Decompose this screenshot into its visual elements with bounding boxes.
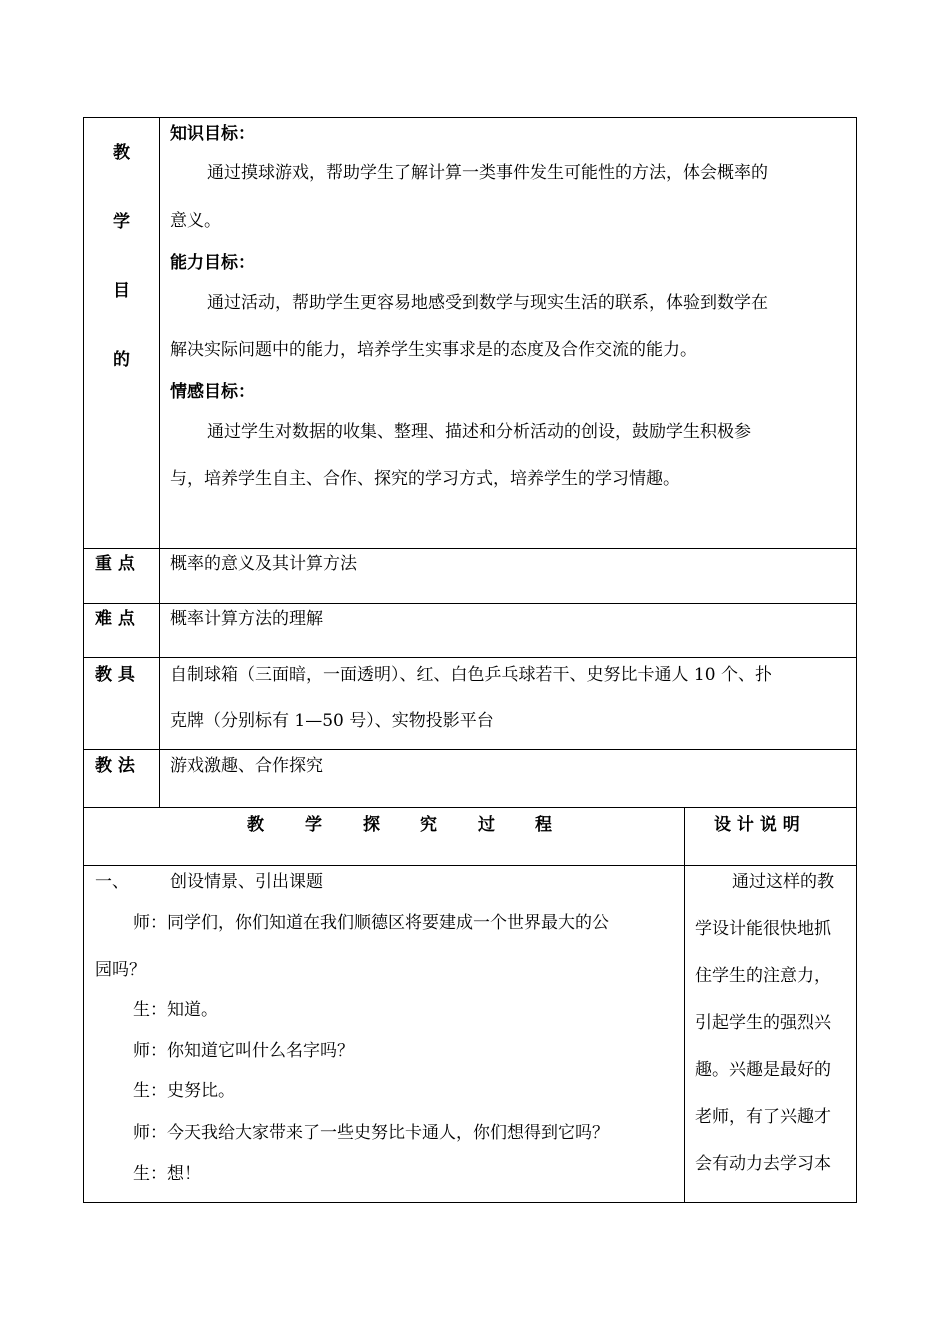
- dialogue-line: 园吗？: [95, 960, 146, 980]
- method-text: 游戏激趣、合作探究: [170, 756, 323, 776]
- design-note-line: 趣。兴趣是最好的: [695, 1060, 831, 1080]
- difficulty-text: 概率计算方法的理解: [170, 609, 323, 629]
- objectives-label-char: 目: [113, 281, 130, 301]
- ability-objective-text: 通过活动，帮助学生更容易地感受到数学与现实生活的联系，体验到数学在: [207, 293, 768, 313]
- table-border-bottom: [83, 1202, 857, 1203]
- objectives-label-char: 学: [113, 212, 130, 232]
- emotion-objective-title: 情感目标：: [170, 382, 255, 402]
- ability-objective-title: 能力目标：: [170, 253, 255, 273]
- table-border-top: [83, 117, 857, 118]
- row-divider: [83, 807, 857, 808]
- design-notes-header: 设 计 说 明: [714, 815, 800, 835]
- section-number: 一、: [95, 872, 129, 892]
- table-border-right: [856, 117, 857, 1203]
- process-header-char: 过: [478, 815, 495, 835]
- dialogue-line: 生：知道。: [133, 1000, 218, 1020]
- process-header-char: 程: [535, 815, 552, 835]
- process-header-char: 学: [305, 815, 322, 835]
- tools-text: 自制球箱（三面暗，一面透明）、红、白色乒乓球若干、史努比卡通人 10 个、扑: [170, 665, 772, 685]
- dialogue-line: 师：今天我给大家带来了一些史努比卡通人，你们想得到它吗？: [133, 1123, 609, 1143]
- dialogue-line: 生：史努比。: [133, 1081, 235, 1101]
- section-title: 创设情景、引出课题: [170, 872, 323, 892]
- process-header-char: 教: [247, 815, 264, 835]
- emotion-objective-text: 与，培养学生自主、合作、探究的学习方式，培养学生的学习情趣。: [170, 469, 680, 489]
- row-divider: [83, 657, 857, 658]
- label-column-divider: [159, 117, 160, 808]
- dialogue-line: 生：想！: [133, 1164, 201, 1184]
- objectives-label-char: 的: [113, 350, 130, 370]
- difficulty-label: 难 点: [95, 609, 135, 629]
- dialogue-line: 师：你知道它叫什么名字吗？: [133, 1041, 354, 1061]
- objectives-label-char: 教: [113, 143, 130, 163]
- tools-text: 克牌（分别标有 1—50 号）、实物投影平台: [170, 711, 494, 731]
- emotion-objective-text: 通过学生对数据的收集、整理、描述和分析活动的创设，鼓励学生积极参: [207, 422, 751, 442]
- design-note-line: 通过这样的教: [732, 872, 834, 892]
- ability-objective-text: 解决实际问题中的能力，培养学生实事求是的态度及合作交流的能力。: [170, 340, 697, 360]
- design-note-line: 住学生的注意力，: [695, 966, 831, 986]
- process-header-char: 探: [363, 815, 380, 835]
- design-note-line: 会有动力去学习本: [695, 1154, 831, 1174]
- table-border-left: [83, 117, 84, 1203]
- row-divider: [83, 749, 857, 750]
- knowledge-objective-text: 通过摸球游戏，帮助学生了解计算一类事件发生可能性的方法，体会概率的: [207, 163, 768, 183]
- notes-column-divider: [684, 807, 685, 1203]
- key-point-text: 概率的意义及其计算方法: [170, 554, 357, 574]
- row-divider: [83, 865, 857, 866]
- tools-label: 教 具: [95, 665, 135, 685]
- knowledge-objective-text: 意义。: [170, 211, 221, 231]
- method-label: 教 法: [95, 756, 135, 776]
- design-note-line: 引起学生的强烈兴: [695, 1013, 831, 1033]
- process-header-char: 究: [420, 815, 437, 835]
- row-divider: [83, 603, 857, 604]
- row-divider: [83, 548, 857, 549]
- knowledge-objective-title: 知识目标：: [170, 124, 255, 144]
- dialogue-line: 师：同学们，你们知道在我们顺德区将要建成一个世界最大的公: [133, 913, 609, 933]
- key-point-label: 重 点: [95, 554, 135, 574]
- design-note-line: 老师，有了兴趣才: [695, 1107, 831, 1127]
- design-note-line: 学设计能很快地抓: [695, 919, 831, 939]
